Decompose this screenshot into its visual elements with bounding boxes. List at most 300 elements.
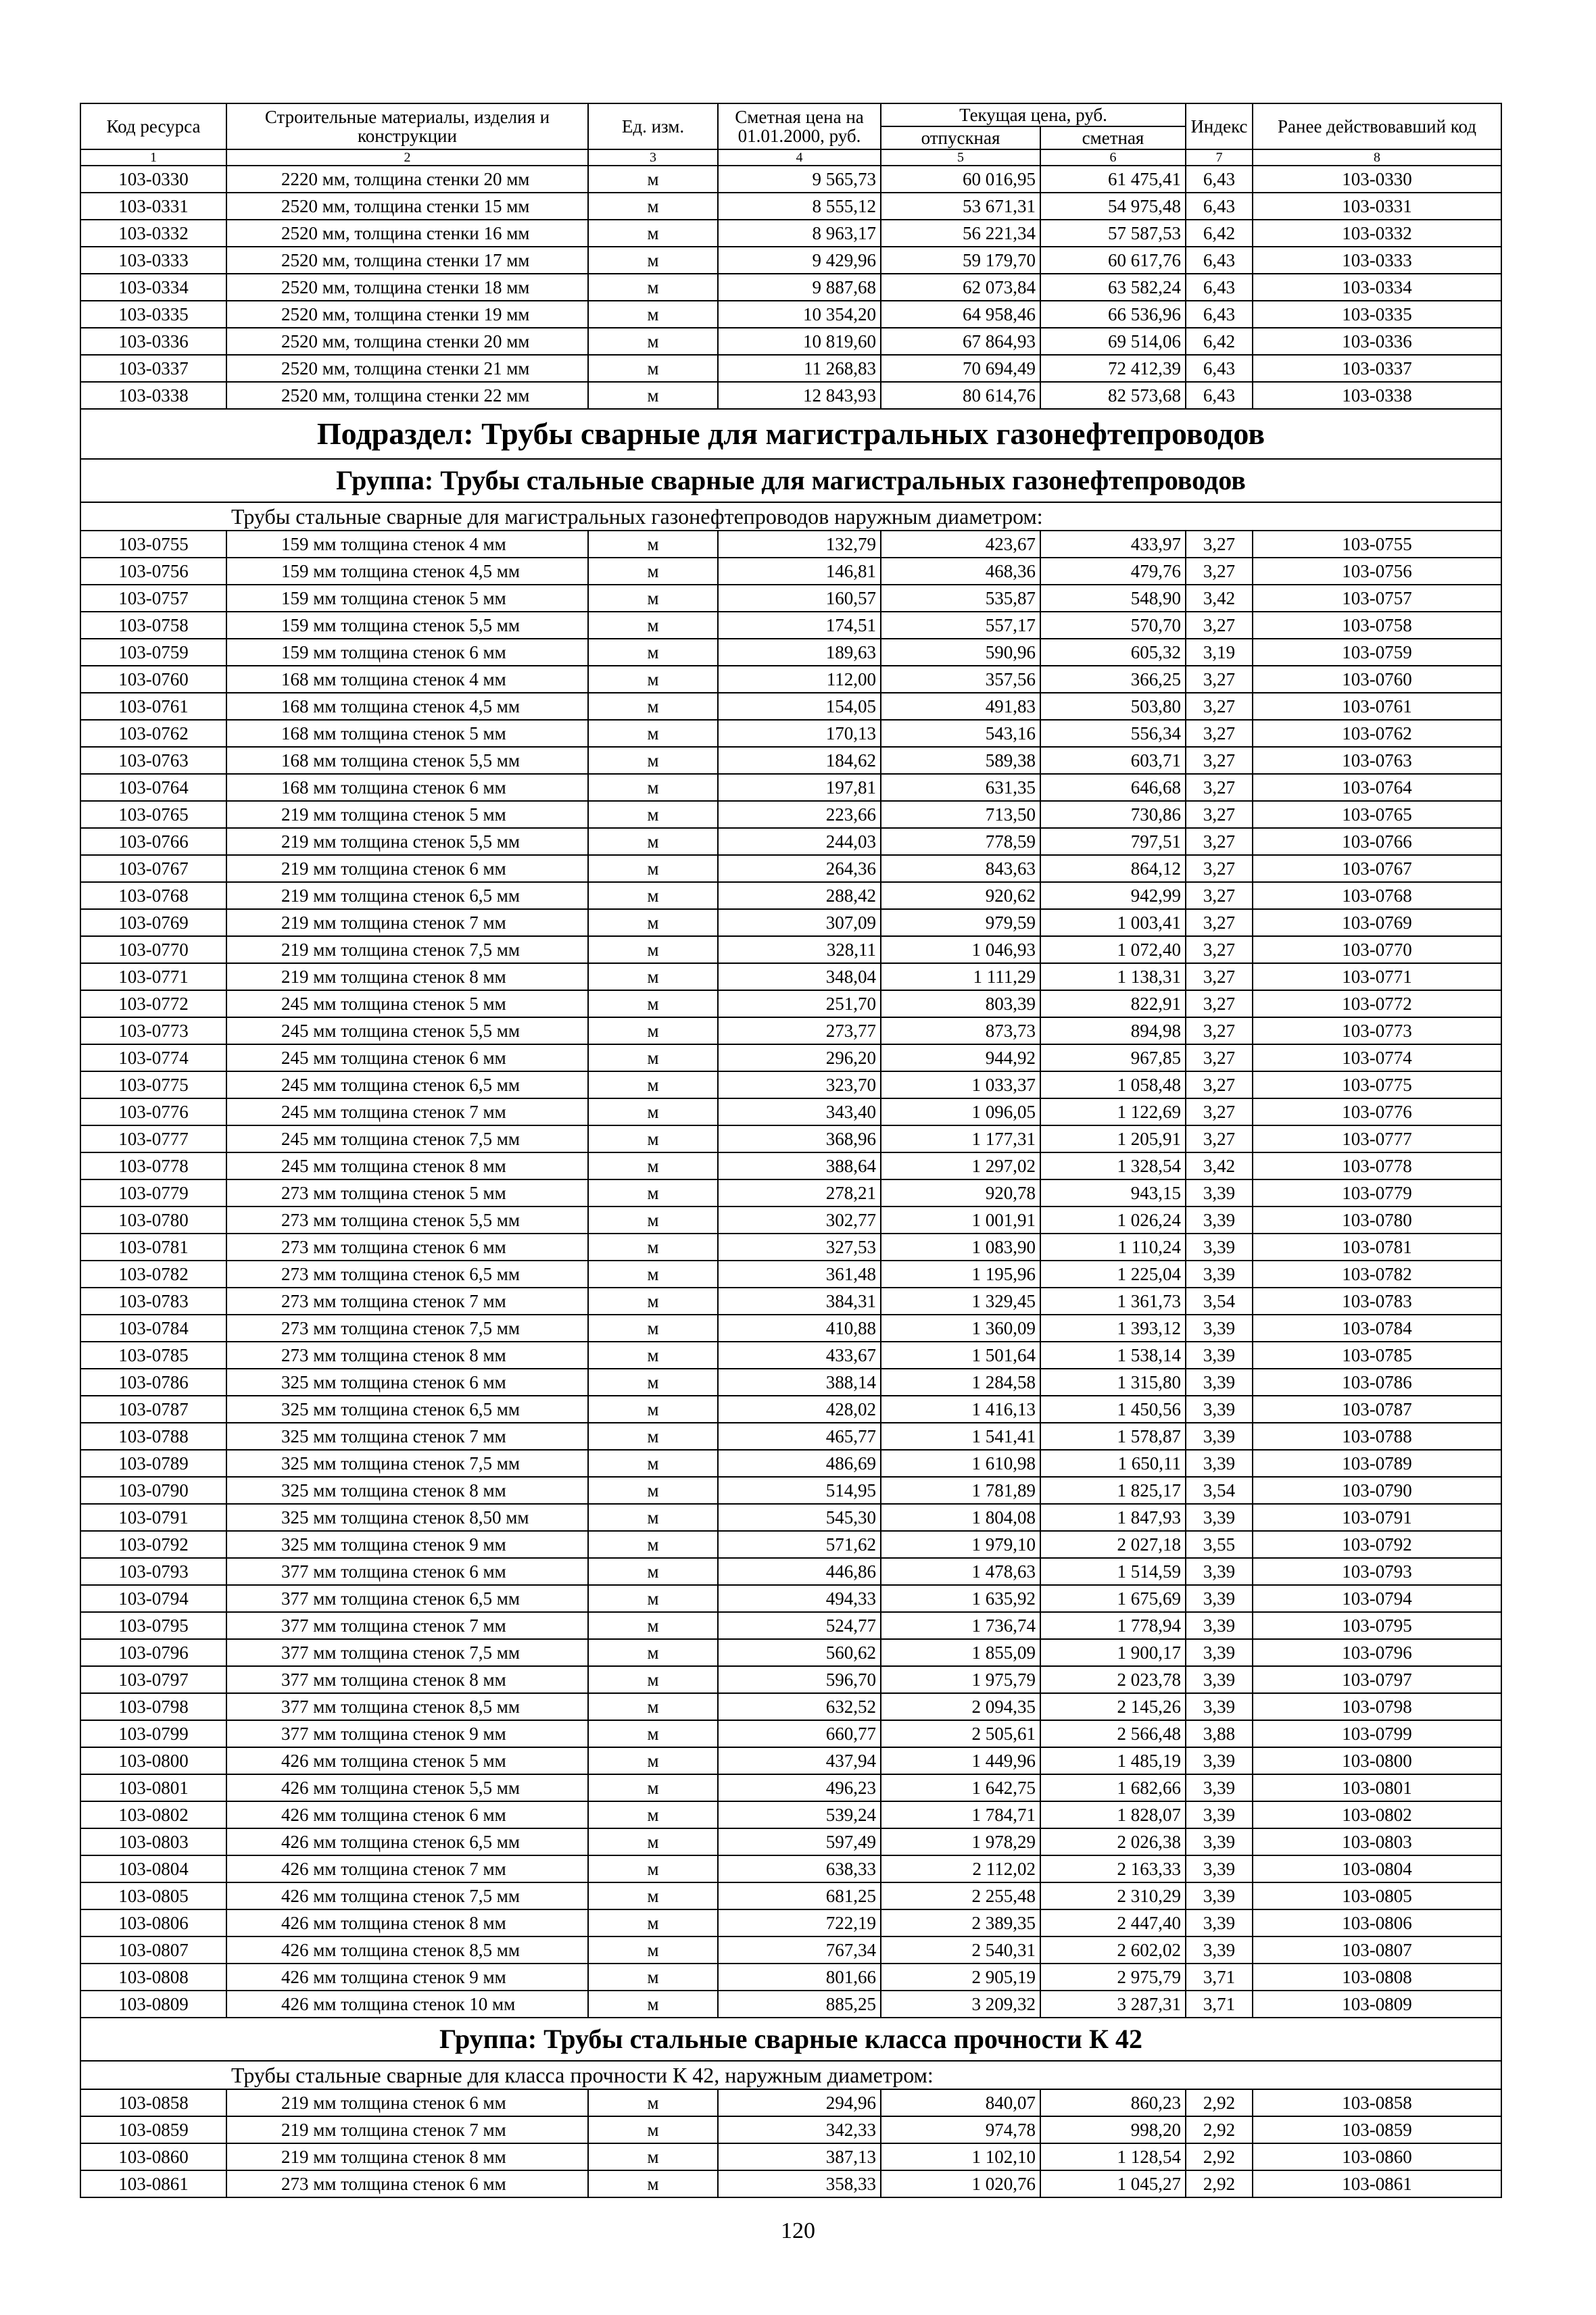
wholesale-price: 840,07 <box>881 2089 1040 2116</box>
estimate-price: 2 027,18 <box>1040 1531 1186 1558</box>
unit: м <box>588 1693 718 1720</box>
unit: м <box>588 355 718 382</box>
resource-code: 103-0330 <box>80 166 226 193</box>
estimate-price: 1 450,56 <box>1040 1396 1186 1423</box>
unit: м <box>588 1179 718 1207</box>
material-name: 325 мм толщина стенок 6,5 мм <box>226 1396 588 1423</box>
group-note-row <box>80 502 1501 531</box>
estimate-price: 942,99 <box>1040 882 1186 909</box>
table-row <box>80 1504 1501 1531</box>
material-name: 273 мм толщина стенок 8 мм <box>226 1342 588 1369</box>
base-price: 9 887,68 <box>718 274 881 301</box>
base-price: 264,36 <box>718 855 881 882</box>
unit: м <box>588 1423 718 1450</box>
table-row <box>80 1828 1501 1855</box>
unit: м <box>588 2143 718 2170</box>
resource-code: 103-0790 <box>80 1477 226 1504</box>
estimate-price: 967,85 <box>1040 1044 1186 1071</box>
unit: м <box>588 1450 718 1477</box>
index-value: 3,39 <box>1186 1585 1253 1612</box>
subsection-title: Подраздел: Трубы сварные для магистральных газонефтепроводов <box>80 409 1501 459</box>
index-value: 3,27 <box>1186 747 1253 774</box>
material-name: 325 мм толщина стенок 8,50 мм <box>226 1504 588 1531</box>
material-name: 426 мм толщина стенок 7 мм <box>226 1855 588 1882</box>
resource-code: 103-0768 <box>80 882 226 909</box>
prev-code: 103-0778 <box>1253 1152 1501 1179</box>
table-row <box>80 1288 1501 1315</box>
header-row <box>80 103 1501 126</box>
index-value: 3,39 <box>1186 1369 1253 1396</box>
unit: м <box>588 1234 718 1261</box>
estimate-price: 3 287,31 <box>1040 1991 1186 2018</box>
resource-code: 103-0809 <box>80 1991 226 2018</box>
prev-code: 103-0782 <box>1253 1261 1501 1288</box>
unit: м <box>588 558 718 585</box>
resource-code: 103-0791 <box>80 1504 226 1531</box>
index-value: 3,39 <box>1186 1179 1253 1207</box>
table-row <box>80 990 1501 1017</box>
material-name: 219 мм толщина стенок 7 мм <box>226 909 588 936</box>
estimate-price: 1 578,87 <box>1040 1423 1186 1450</box>
table-row <box>80 1234 1501 1261</box>
index-value: 3,39 <box>1186 1774 1253 1801</box>
prev-code: 103-0771 <box>1253 963 1501 990</box>
unit: м <box>588 1125 718 1152</box>
wholesale-price: 1 195,96 <box>881 1261 1040 1288</box>
index-value: 3,39 <box>1186 1261 1253 1288</box>
unit: м <box>588 585 718 612</box>
unit: м <box>588 1639 718 1666</box>
table-row <box>80 1774 1501 1801</box>
resource-code: 103-0798 <box>80 1693 226 1720</box>
base-price: 8 963,17 <box>718 220 881 247</box>
wholesale-price: 1 541,41 <box>881 1423 1040 1450</box>
wholesale-price: 62 073,84 <box>881 274 1040 301</box>
estimate-price: 605,32 <box>1040 639 1186 666</box>
estimate-price: 66 536,96 <box>1040 301 1186 328</box>
table-row <box>80 1044 1501 1071</box>
unit: м <box>588 1666 718 1693</box>
prev-code: 103-0773 <box>1253 1017 1501 1044</box>
base-price: 681,25 <box>718 1882 881 1909</box>
resource-code: 103-0332 <box>80 220 226 247</box>
table-row <box>80 166 1501 193</box>
prev-code: 103-0779 <box>1253 1179 1501 1207</box>
index-value: 3,54 <box>1186 1477 1253 1504</box>
resource-code: 103-0335 <box>80 301 226 328</box>
wholesale-price: 1 046,93 <box>881 936 1040 963</box>
unit: м <box>588 828 718 855</box>
header-wholesale: отпускная <box>881 126 1040 149</box>
material-name: 426 мм толщина стенок 5 мм <box>226 1747 588 1774</box>
resource-code: 103-0755 <box>80 531 226 558</box>
base-price: 327,53 <box>718 1234 881 1261</box>
base-price: 514,95 <box>718 1477 881 1504</box>
unit: м <box>588 1315 718 1342</box>
table-row <box>80 855 1501 882</box>
resource-code: 103-0859 <box>80 2116 226 2143</box>
unit: м <box>588 1369 718 1396</box>
material-name: 325 мм толщина стенок 6 мм <box>226 1369 588 1396</box>
estimate-price: 797,51 <box>1040 828 1186 855</box>
estimate-price: 1 778,94 <box>1040 1612 1186 1639</box>
material-name: 377 мм толщина стенок 7 мм <box>226 1612 588 1639</box>
material-name: 168 мм толщина стенок 4 мм <box>226 666 588 693</box>
column-number: 8 <box>1253 149 1501 166</box>
table-row <box>80 1747 1501 1774</box>
base-price: 597,49 <box>718 1828 881 1855</box>
prev-code: 103-0772 <box>1253 990 1501 1017</box>
wholesale-price: 56 221,34 <box>881 220 1040 247</box>
index-value: 3,39 <box>1186 1828 1253 1855</box>
index-value: 3,27 <box>1186 720 1253 747</box>
resource-code: 103-0858 <box>80 2089 226 2116</box>
group-note-row <box>80 2061 1501 2089</box>
base-price: 571,62 <box>718 1531 881 1558</box>
wholesale-price: 535,87 <box>881 585 1040 612</box>
unit: м <box>588 1531 718 1558</box>
resource-code: 103-0760 <box>80 666 226 693</box>
unit: м <box>588 1909 718 1936</box>
base-price: 189,63 <box>718 639 881 666</box>
unit: м <box>588 801 718 828</box>
resource-code: 103-0775 <box>80 1071 226 1098</box>
base-price: 496,23 <box>718 1774 881 1801</box>
base-price: 146,81 <box>718 558 881 585</box>
material-name: 273 мм толщина стенок 7 мм <box>226 1288 588 1315</box>
table-row <box>80 1477 1501 1504</box>
resource-code: 103-0774 <box>80 1044 226 1071</box>
table-row <box>80 1396 1501 1423</box>
table-row <box>80 1531 1501 1558</box>
index-value: 3,27 <box>1186 774 1253 801</box>
column-number: 2 <box>226 149 588 166</box>
unit: м <box>588 1504 718 1531</box>
wholesale-price: 873,73 <box>881 1017 1040 1044</box>
material-name: 377 мм толщина стенок 7,5 мм <box>226 1639 588 1666</box>
base-price: 12 843,93 <box>718 382 881 409</box>
unit: м <box>588 166 718 193</box>
group-note: Трубы стальные сварные для класса прочности К 42, наружным диаметром: <box>80 2061 1501 2089</box>
wholesale-price: 557,17 <box>881 612 1040 639</box>
base-price: 9 565,73 <box>718 166 881 193</box>
resource-code: 103-0758 <box>80 612 226 639</box>
prev-code: 103-0756 <box>1253 558 1501 585</box>
prev-code: 103-0805 <box>1253 1882 1501 1909</box>
wholesale-price: 944,92 <box>881 1044 1040 1071</box>
wholesale-price: 1 855,09 <box>881 1639 1040 1666</box>
estimate-price: 1 122,69 <box>1040 1098 1186 1125</box>
wholesale-price: 979,59 <box>881 909 1040 936</box>
base-price: 632,52 <box>718 1693 881 1720</box>
wholesale-price: 70 694,49 <box>881 355 1040 382</box>
base-price: 428,02 <box>718 1396 881 1423</box>
resource-code: 103-0757 <box>80 585 226 612</box>
wholesale-price: 1 449,96 <box>881 1747 1040 1774</box>
index-value: 6,43 <box>1186 301 1253 328</box>
estimate-price: 1 328,54 <box>1040 1152 1186 1179</box>
index-value: 3,27 <box>1186 855 1253 882</box>
estimate-price: 2 023,78 <box>1040 1666 1186 1693</box>
base-price: 343,40 <box>718 1098 881 1125</box>
resource-code: 103-0860 <box>80 2143 226 2170</box>
column-number: 3 <box>588 149 718 166</box>
table-row <box>80 936 1501 963</box>
estimate-price: 1 538,14 <box>1040 1342 1186 1369</box>
estimate-price: 894,98 <box>1040 1017 1186 1044</box>
prev-code: 103-0788 <box>1253 1423 1501 1450</box>
index-value: 3,27 <box>1186 828 1253 855</box>
base-price: 358,33 <box>718 2170 881 2197</box>
estimate-price: 1 825,17 <box>1040 1477 1186 1504</box>
material-name: 273 мм толщина стенок 6 мм <box>226 1234 588 1261</box>
base-price: 446,86 <box>718 1558 881 1585</box>
table-row <box>80 1207 1501 1234</box>
estimate-price: 61 475,41 <box>1040 166 1186 193</box>
resource-code: 103-0336 <box>80 328 226 355</box>
prev-code: 103-0806 <box>1253 1909 1501 1936</box>
wholesale-price: 631,35 <box>881 774 1040 801</box>
resource-code: 103-0771 <box>80 963 226 990</box>
wholesale-price: 53 671,31 <box>881 193 1040 220</box>
unit: м <box>588 1774 718 1801</box>
table-row <box>80 1991 1501 2018</box>
material-name: 219 мм толщина стенок 5 мм <box>226 801 588 828</box>
wholesale-price: 1 478,63 <box>881 1558 1040 1585</box>
estimate-price: 2 602,02 <box>1040 1936 1186 1964</box>
material-name: 426 мм толщина стенок 6 мм <box>226 1801 588 1828</box>
resource-code: 103-0787 <box>80 1396 226 1423</box>
material-name: 426 мм толщина стенок 10 мм <box>226 1991 588 2018</box>
index-value: 3,27 <box>1186 882 1253 909</box>
table-row <box>80 1882 1501 1909</box>
resource-code: 103-0762 <box>80 720 226 747</box>
material-name: 159 мм толщина стенок 4,5 мм <box>226 558 588 585</box>
index-value: 3,27 <box>1186 558 1253 585</box>
material-name: 219 мм толщина стенок 8 мм <box>226 963 588 990</box>
material-name: 2520 мм, толщина стенки 22 мм <box>226 382 588 409</box>
table-row <box>80 2170 1501 2197</box>
resource-code: 103-0783 <box>80 1288 226 1315</box>
table-row <box>80 1261 1501 1288</box>
prev-code: 103-0334 <box>1253 274 1501 301</box>
wholesale-price: 1 329,45 <box>881 1288 1040 1315</box>
unit: м <box>588 1342 718 1369</box>
estimate-price: 864,12 <box>1040 855 1186 882</box>
base-price: 524,77 <box>718 1612 881 1639</box>
unit: м <box>588 531 718 558</box>
resource-code: 103-0793 <box>80 1558 226 1585</box>
index-value: 2,92 <box>1186 2089 1253 2116</box>
resource-code: 103-0784 <box>80 1315 226 1342</box>
table-row <box>80 774 1501 801</box>
prev-code: 103-0797 <box>1253 1666 1501 1693</box>
page-number: 120 <box>781 2218 815 2243</box>
material-name: 426 мм толщина стенок 6,5 мм <box>226 1828 588 1855</box>
unit: м <box>588 1855 718 1882</box>
index-value: 6,43 <box>1186 274 1253 301</box>
index-value: 3,42 <box>1186 585 1253 612</box>
resource-code: 103-0807 <box>80 1936 226 1964</box>
base-price: 433,67 <box>718 1342 881 1369</box>
resource-code: 103-0782 <box>80 1261 226 1288</box>
material-name: 168 мм толщина стенок 5 мм <box>226 720 588 747</box>
unit: м <box>588 1017 718 1044</box>
unit: м <box>588 1747 718 1774</box>
prev-code: 103-0786 <box>1253 1369 1501 1396</box>
base-price: 294,96 <box>718 2089 881 2116</box>
base-price: 10 354,20 <box>718 301 881 328</box>
wholesale-price: 1 736,74 <box>881 1612 1040 1639</box>
index-value: 2,92 <box>1186 2143 1253 2170</box>
prev-code: 103-0859 <box>1253 2116 1501 2143</box>
unit: м <box>588 612 718 639</box>
base-price: 112,00 <box>718 666 881 693</box>
resource-code: 103-0800 <box>80 1747 226 1774</box>
wholesale-price: 1 033,37 <box>881 1071 1040 1098</box>
index-value: 3,19 <box>1186 639 1253 666</box>
prev-code: 103-0336 <box>1253 328 1501 355</box>
base-price: 302,77 <box>718 1207 881 1234</box>
estimate-price: 69 514,06 <box>1040 328 1186 355</box>
index-value: 3,39 <box>1186 1693 1253 1720</box>
resource-code: 103-0801 <box>80 1774 226 1801</box>
prev-code: 103-0762 <box>1253 720 1501 747</box>
estimate-price: 1 650,11 <box>1040 1450 1186 1477</box>
unit: м <box>588 1477 718 1504</box>
material-name: 426 мм толщина стенок 5,5 мм <box>226 1774 588 1801</box>
column-number: 6 <box>1040 149 1186 166</box>
table-row <box>80 1855 1501 1882</box>
table-row <box>80 1801 1501 1828</box>
index-value: 2,92 <box>1186 2170 1253 2197</box>
wholesale-price: 1 979,10 <box>881 1531 1040 1558</box>
wholesale-price: 60 016,95 <box>881 166 1040 193</box>
prev-code: 103-0759 <box>1253 639 1501 666</box>
unit: м <box>588 274 718 301</box>
material-name: 426 мм толщина стенок 9 мм <box>226 1964 588 1991</box>
index-value: 3,88 <box>1186 1720 1253 1747</box>
estimate-price: 822,91 <box>1040 990 1186 1017</box>
wholesale-price: 803,39 <box>881 990 1040 1017</box>
base-price: 184,62 <box>718 747 881 774</box>
prev-code: 103-0763 <box>1253 747 1501 774</box>
estimate-price: 2 026,38 <box>1040 1828 1186 1855</box>
estimate-price: 2 975,79 <box>1040 1964 1186 1991</box>
estimate-price: 1 900,17 <box>1040 1639 1186 1666</box>
wholesale-price: 778,59 <box>881 828 1040 855</box>
prev-code: 103-0801 <box>1253 1774 1501 1801</box>
material-name: 2220 мм, толщина стенки 20 мм <box>226 166 588 193</box>
material-name: 273 мм толщина стенок 6,5 мм <box>226 1261 588 1288</box>
base-price: 596,70 <box>718 1666 881 1693</box>
resource-code: 103-0780 <box>80 1207 226 1234</box>
resource-code: 103-0799 <box>80 1720 226 1747</box>
base-price: 539,24 <box>718 1801 881 1828</box>
unit: м <box>588 2116 718 2143</box>
estimate-price: 2 163,33 <box>1040 1855 1186 1882</box>
table-row <box>80 828 1501 855</box>
table-row <box>80 220 1501 247</box>
prev-code: 103-0794 <box>1253 1585 1501 1612</box>
prev-code: 103-0807 <box>1253 1936 1501 1964</box>
table-row <box>80 747 1501 774</box>
material-name: 426 мм толщина стенок 8,5 мм <box>226 1936 588 1964</box>
table-row <box>80 1909 1501 1936</box>
index-value: 6,43 <box>1186 193 1253 220</box>
index-value: 3,39 <box>1186 1504 1253 1531</box>
table-row <box>80 1152 1501 1179</box>
prev-code: 103-0767 <box>1253 855 1501 882</box>
material-name: 219 мм толщина стенок 6 мм <box>226 2089 588 2116</box>
group-title: Группа: Трубы стальные сварные класса прочности К 42 <box>80 2018 1501 2061</box>
estimate-price: 2 145,26 <box>1040 1693 1186 1720</box>
resource-code: 103-0334 <box>80 274 226 301</box>
index-value: 3,39 <box>1186 1801 1253 1828</box>
table-row <box>80 1720 1501 1747</box>
estimate-price: 1 205,91 <box>1040 1125 1186 1152</box>
wholesale-price: 80 614,76 <box>881 382 1040 409</box>
index-value: 3,27 <box>1186 1125 1253 1152</box>
table-row <box>80 274 1501 301</box>
index-value: 3,39 <box>1186 1234 1253 1261</box>
index-value: 3,27 <box>1186 801 1253 828</box>
table-row <box>80 558 1501 585</box>
base-price: 437,94 <box>718 1747 881 1774</box>
unit: м <box>588 693 718 720</box>
wholesale-price: 3 209,32 <box>881 1991 1040 2018</box>
estimate-price: 72 412,39 <box>1040 355 1186 382</box>
base-price: 348,04 <box>718 963 881 990</box>
index-value: 6,42 <box>1186 220 1253 247</box>
index-value: 6,43 <box>1186 247 1253 274</box>
index-value: 3,39 <box>1186 1747 1253 1774</box>
wholesale-price: 843,63 <box>881 855 1040 882</box>
estimate-price: 556,34 <box>1040 720 1186 747</box>
wholesale-price: 1 610,98 <box>881 1450 1040 1477</box>
index-value: 2,92 <box>1186 2116 1253 2143</box>
base-price: 767,34 <box>718 1936 881 1964</box>
unit: м <box>588 1801 718 1828</box>
base-price: 328,11 <box>718 936 881 963</box>
index-value: 3,39 <box>1186 1936 1253 1964</box>
index-value: 3,27 <box>1186 963 1253 990</box>
unit: м <box>588 1098 718 1125</box>
group-title-row <box>80 2018 1501 2061</box>
material-name: 245 мм толщина стенок 5 мм <box>226 990 588 1017</box>
resource-code: 103-0803 <box>80 1828 226 1855</box>
base-price: 10 819,60 <box>718 328 881 355</box>
index-value: 3,71 <box>1186 1991 1253 2018</box>
index-value: 3,27 <box>1186 990 1253 1017</box>
estimate-price: 570,70 <box>1040 612 1186 639</box>
unit: м <box>588 855 718 882</box>
prev-code: 103-0784 <box>1253 1315 1501 1342</box>
prev-code: 103-0758 <box>1253 612 1501 639</box>
unit: м <box>588 882 718 909</box>
base-price: 251,70 <box>718 990 881 1017</box>
wholesale-price: 491,83 <box>881 693 1040 720</box>
material-name: 426 мм толщина стенок 7,5 мм <box>226 1882 588 1909</box>
resource-code: 103-0792 <box>80 1531 226 1558</box>
prev-code: 103-0781 <box>1253 1234 1501 1261</box>
resource-code: 103-0777 <box>80 1125 226 1152</box>
wholesale-price: 1 416,13 <box>881 1396 1040 1423</box>
material-name: 219 мм толщина стенок 8 мм <box>226 2143 588 2170</box>
table-row <box>80 1639 1501 1666</box>
estimate-price: 82 573,68 <box>1040 382 1186 409</box>
material-name: 377 мм толщина стенок 6,5 мм <box>226 1585 588 1612</box>
